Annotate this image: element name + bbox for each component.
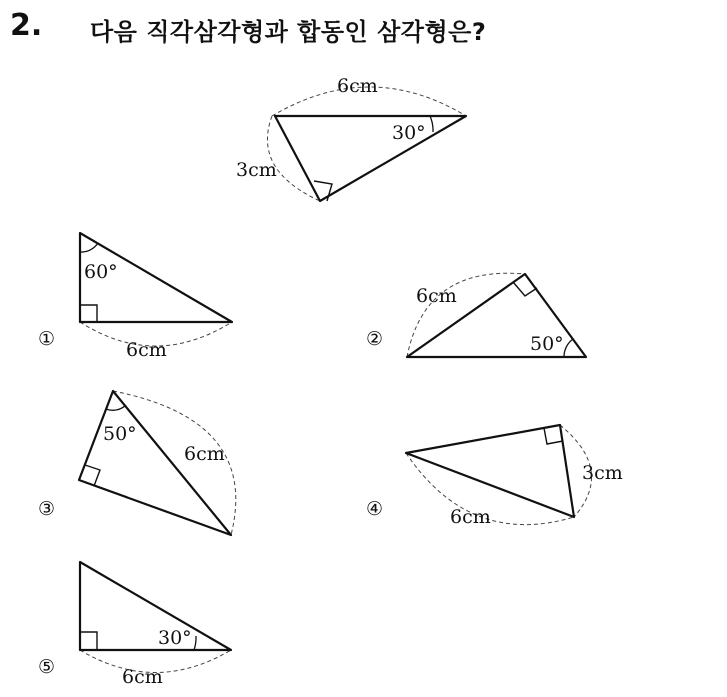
option-1[interactable] bbox=[38, 233, 232, 361]
option-triangle-shape bbox=[80, 562, 231, 650]
right-angle-mark bbox=[80, 632, 97, 650]
option-marker: ② bbox=[366, 328, 384, 350]
question-number: 2. bbox=[10, 8, 43, 43]
side-label: 6cm bbox=[122, 666, 163, 688]
option-2[interactable] bbox=[366, 273, 586, 357]
option-triangle-shape bbox=[406, 425, 574, 517]
reference-triangle-shape bbox=[275, 116, 466, 201]
angle-arc bbox=[564, 339, 573, 357]
angle-arc bbox=[194, 636, 196, 650]
hyp-label: 6cm bbox=[337, 75, 378, 97]
option-marker: ④ bbox=[366, 498, 384, 520]
option-3[interactable] bbox=[38, 391, 236, 535]
question-text: 다음 직각삼각형과 합동인 삼각형은? bbox=[90, 18, 487, 46]
angle-label: 30° bbox=[158, 627, 192, 649]
side-label-b: 6cm bbox=[450, 506, 491, 528]
angle-arc bbox=[430, 116, 433, 132]
angle-label: 60° bbox=[84, 261, 118, 283]
side-label: 6cm bbox=[126, 339, 167, 361]
option-marker: ⑤ bbox=[38, 656, 56, 678]
angle-arc bbox=[106, 405, 126, 410]
option-marker: ① bbox=[38, 328, 56, 350]
side-label: 6cm bbox=[416, 285, 457, 307]
angle-label: 50° bbox=[530, 333, 564, 355]
reference-triangle bbox=[236, 75, 466, 201]
angle-arc bbox=[80, 243, 98, 252]
angle-label: 50° bbox=[103, 423, 137, 445]
right-angle-mark bbox=[80, 305, 97, 322]
side-label: 6cm bbox=[184, 443, 225, 465]
side-label-a: 3cm bbox=[582, 462, 623, 484]
option-5[interactable] bbox=[38, 562, 231, 688]
angle-label: 30° bbox=[392, 122, 426, 144]
leg-label: 3cm bbox=[236, 159, 277, 181]
option-marker: ③ bbox=[38, 498, 56, 520]
option-4[interactable] bbox=[366, 425, 623, 528]
